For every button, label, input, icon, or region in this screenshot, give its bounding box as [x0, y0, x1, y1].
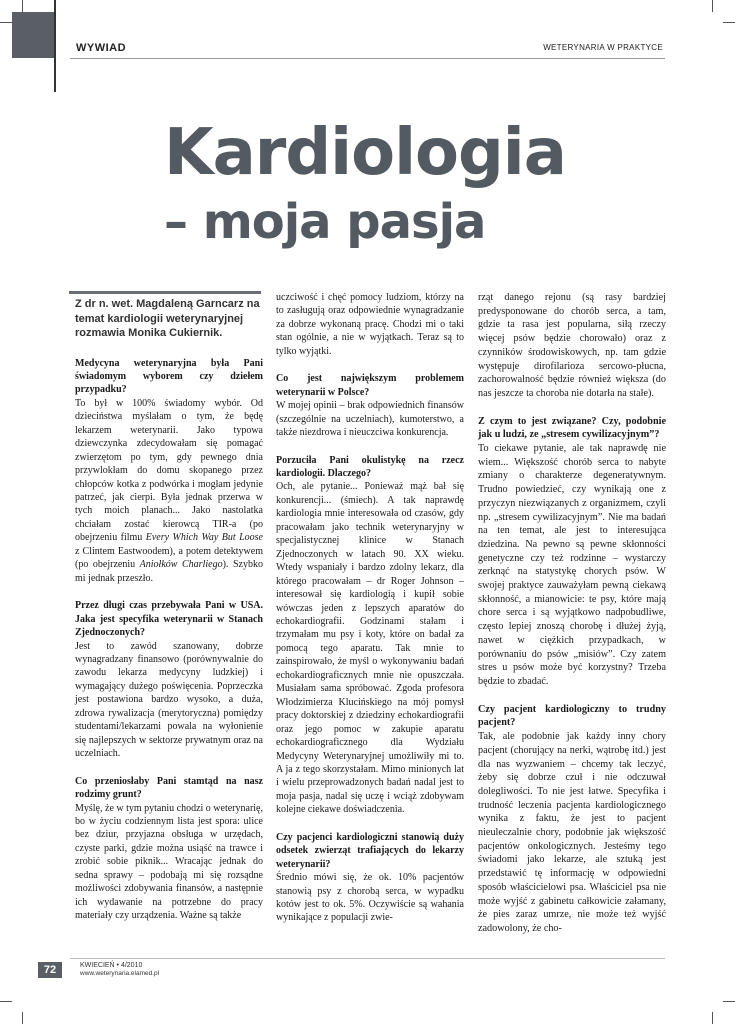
- column-1: [75, 291, 263, 937]
- page-number: 72: [38, 962, 62, 978]
- question: Przez długi czas przebywała Pani w USA. Jaka jest specyfika weterynarii w Stanach Zjednoczonych?: [75, 600, 263, 639]
- question: Co jest największym problemem weterynarii w Polsce?: [276, 373, 464, 398]
- question: Z czym to jest związane? Czy, podobnie jak u ludzi, ze „stresem cywilizacyjnym”?: [478, 415, 666, 441]
- footer-divider: [70, 958, 665, 959]
- crop-mark: [712, 1012, 713, 1024]
- intro-text: Z dr n. wet. Magdaleną Garncarz na temat kardiologii weterynaryjnej rozmawia Monika Cukiernik.: [75, 298, 260, 339]
- answer: Jest to zawód szanowany, dobrze wynagradzany finansowo (porównywalnie do zawodu lekarza medycyny ludzkiej) i wymagający dużego poświęcenia. Poprzeczka jest postawiona bardzo wysoko, a duża, zdrowa rywalizacja (merytoryczna) pomiędzy studentami/lekarzami powala na wyłonienie się najlepszych w sektorze prywatnym oraz na uczelniach.: [75, 640, 263, 760]
- question: Czy pacjenci kardiologiczni stanowią duży odsetek zwierząt trafiających do lekarzy weterynarii?: [276, 831, 464, 870]
- category-label: WETERYNARIA W PRAKTYCE: [543, 43, 663, 52]
- article-subtitle: – moja pasja: [164, 194, 486, 250]
- website-link[interactable]: www.weterynaria.elamed.pl: [80, 970, 160, 977]
- question: Co przeniosłaby Pani stamtąd na nasz rodzimy grunt?: [75, 775, 263, 801]
- answer: uczciwość i chęć pomocy ludziom, którzy na to zasługują oraz odpowiednie wynagradzanie za dobrze wykonaną pracę. Chodzi mi o taki stan ogólnie, a nie w wyjątkach. Teraz są to tylko wyjątki.: [276, 292, 464, 357]
- article-title: Kardiologia: [164, 116, 566, 190]
- answer: Myślę, że w tym pytaniu chodzi o weterynarię, bo w życiu codziennym lista jest spora: ulice bez dziur, przyjazna obsługa w urzędach, czyste parki, gdzie można usiąść na trawce i zrobić sobie piknik... Wracając jednak do sedna sprawy – podobają mi się rozsądne możliwości zdobywania finansów, a następnie ich wydawanie na potrzebne do pracy materiały czy urządzenia. Ważne są także: [75, 802, 263, 922]
- section-tab-line: [54, 0, 56, 92]
- column-3: [478, 291, 666, 950]
- question: Czy pacjent kardiologiczny to trudny pacjent?: [478, 703, 666, 729]
- answer: rząt danego rejonu (są rasy bardziej predysponowane do chorób serca, a tam, gdzie ta rasa jest popularna, siłą rzeczy więcej psów będzie chorowało) oraz z czynników środowiskowych, np. tam gdzie występuje dirofilarioza sercowo-płucna, zachorowalność będzie również większa (do nas jeszcze ta choroba nie dotarła na stałe).: [478, 292, 666, 399]
- crop-mark: [712, 0, 713, 12]
- crop-mark: [0, 22, 12, 23]
- crop-mark: [22, 0, 23, 12]
- column-2: [276, 291, 464, 939]
- crop-mark: [22, 1012, 23, 1024]
- question: Porzuciła Pani okulistykę na rzecz kardiologii. Dlaczego?: [276, 454, 464, 479]
- answer: Tak, ale podobnie jak każdy inny chory pacjent (chorujący na nerki, wątrobę itd.) jest dla nas wyzwaniem – chcemy tak leczyć, żeby się dobrze czuł i nie odczuwał dolegliwości. To nie jest łatwe. Specyfika i trudność leczenia pacjenta kardiologicznego wynika z faktu, że jest to pacjent nieuleczalnie chory, podobnie jak większość pacjentów onkologicznych. Jesteśmy tego świadomi jako lekarze, ale sztuką jest przedstawić tę informację w odpowiedni sposób właścicielowi psa. Właściciel psa nie może wyjść z gabinetu całkowicie załamany, że pies zaraz umrze, nie może też wyjść zadowolony, że cho-: [478, 731, 666, 934]
- answer: W mojej opinii – brak odpowiednich finansów (szczególnie na uczelniach), kumoterstwo, a także niezdrowa i nieuczciwa konkurencja.: [276, 400, 464, 439]
- header-divider: [70, 58, 665, 59]
- crop-mark: [723, 1001, 735, 1002]
- answer: Średnio mówi się, że ok. 10% pacjentów stanowią psy z chorobą serca, w wypadku kotów jest to ok. 5%. Oczywiście są wahania wynikające z populacji zwie-: [276, 872, 464, 924]
- section-tab: [12, 12, 54, 58]
- crop-mark: [0, 1001, 12, 1002]
- issue-info: KWIECIEŃ • 4/2010: [80, 962, 143, 969]
- answer: To był w 100% świadomy wybór. Od dzieciństwa myślałam o tym, że będę lekarzem weterynarii. Jako typowa dziewczynka zdecydowałam się pomagać zwierzętom po tym, gdy pewnego dnia przywlokłam do domu skopanego przez chłopców kotka z podwórka i mogłam jedynie patrzeć, jak cierpi. Była jednak przerwa w tych moich planach... Jako nastolatka chciałam zostać kierowcą TIR-a (po obejrzeniu filmu Every Which Way But Loose z Clintem Eastwoodem), a potem detektywem (po obejrzeniu Aniołków Charliego). Szybko mi jednak przeszło.: [75, 397, 263, 584]
- answer: To ciekawe pytanie, ale tak naprawdę nie wiem... Większość chorób serca to nabyte zmiany o charakterze degeneratywnym. Trudno powiedzieć, czy wynikają one z przyczyn niezwiązanych z organizmem, czyli np. „stresem cywilizacyjnym”. Nie ma badań na ten temat, ale jest to interesująca dziedzina. Na pewno są pewne skłonności genetyczne czy też rodzinne – wystarczy zerknąć na statystykę chorych psów. W swojej praktyce zauważyłam pewną ciekawą skłonność, a mianowicie: te psy, które mają chore serca i są wyjątkowo nadpobudliwe, często lepiej znoszą chorobę i dłużej żyją, nawet w ciężkich przypadkach, w porównaniu do psów „misiów”. Czy zatem stres u psów może być korzystny? Trzeba będzie to zbadać.: [478, 443, 666, 687]
- question: Medycyna weterynaryjna była Pani świadomym wyborem czy dziełem przypadku?: [75, 357, 263, 396]
- section-label: WYWIAD: [76, 42, 127, 54]
- crop-mark: [723, 22, 735, 23]
- answer: Och, ale pytanie... Ponieważ mąż bał się konkurencji... (śmiech). A tak naprawdę kardiologia mnie interesowała od czasów, gdy pracowałam jako technik weterynaryjny w specjalistycznej klinice w Stanach Zjednoczonych w latach 90. XX wieku. Wtedy wspaniały i bardzo zdolny lekarz, dla którego pracowałam – dr Roger Johnson – interesował się kardiologią i kupił sobie wówczas jeden z lepszych aparatów do echokardiografii. Godzinami stałam i trzymałam mu psy i koty, które on badał za pomocą tego aparatu. Tak mnie to zainspirowało, że myśl o wykonywaniu badań echokardiograficznych mnie nie opuszczała. Musiałam sama spróbować. Zgoda profesora Włodzimierza Klucińskiego na mój pomysł pracy doktorskiej z dziedziny echokardiografii oraz jego pomoc w zakupie aparatu echokardiograficznego dla Wydziału Medycyny Weterynaryjnej umożliwiły mi to. A ja z tego skorzystałam. Mimo minionych lat i wielu przeprowadzonych badań nadal jest to moja pasja, nadal się uczę i wciąż zdobywam kolejne ciekawe doświadczenia.: [276, 481, 464, 816]
